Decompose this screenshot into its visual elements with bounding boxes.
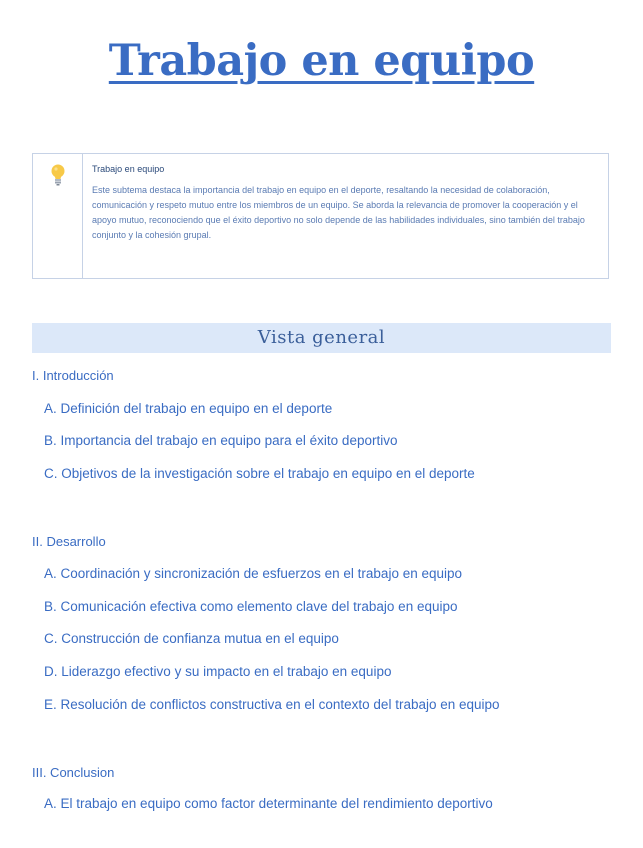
callout-icon-column (33, 154, 83, 278)
callout-text: Este subtema destaca la importancia del trabajo en equipo en el deporte, resaltando la necesidad de colaboración, comunicación y respeto mutuo entre los miembros de un equipo. Se aborda la relevancia de promover la cooperación y el apoyo mutuo, reconociendo que el éxito deportivo no solo depende de las habilidades individuales, sino también del trabajo conjunto y la cohesión grupal. (92, 185, 585, 240)
outline-section-heading: II. Desarrollo (32, 534, 106, 549)
lightbulb-icon (50, 164, 66, 278)
outline-item: B. Importancia del trabajo en equipo para el éxito deportivo (44, 433, 398, 448)
callout-body (83, 154, 608, 278)
outline-item: C. Objetivos de la investigación sobre el trabajo en equipo en el deporte (44, 466, 475, 481)
page-title: Trabajo en equipo (108, 36, 535, 86)
outline-item: A. El trabajo en equipo como factor determinante del rendimiento deportivo (44, 796, 493, 811)
outline-section-heading: I. Introducción (32, 368, 114, 383)
overview-heading: Vista general (32, 323, 611, 353)
outline-section-heading: III. Conclusion (32, 765, 115, 780)
outline-item: D. Liderazgo efectivo y su impacto en el trabajo en equipo (44, 664, 392, 679)
callout-heading: Trabajo en equipo (92, 164, 165, 174)
summary-callout (32, 153, 609, 279)
outline-item: E. Resolución de conflictos constructiva en el contexto del trabajo en equipo (44, 697, 500, 712)
outline-item: A. Coordinación y sincronización de esfuerzos en el trabajo en equipo (44, 566, 463, 581)
outline-item: A. Definición del trabajo en equipo en el deporte (44, 401, 333, 416)
outline-item: C. Construcción de confianza mutua en el equipo (44, 631, 339, 646)
outline-item: B. Comunicación efectiva como elemento clave del trabajo en equipo (44, 599, 458, 614)
